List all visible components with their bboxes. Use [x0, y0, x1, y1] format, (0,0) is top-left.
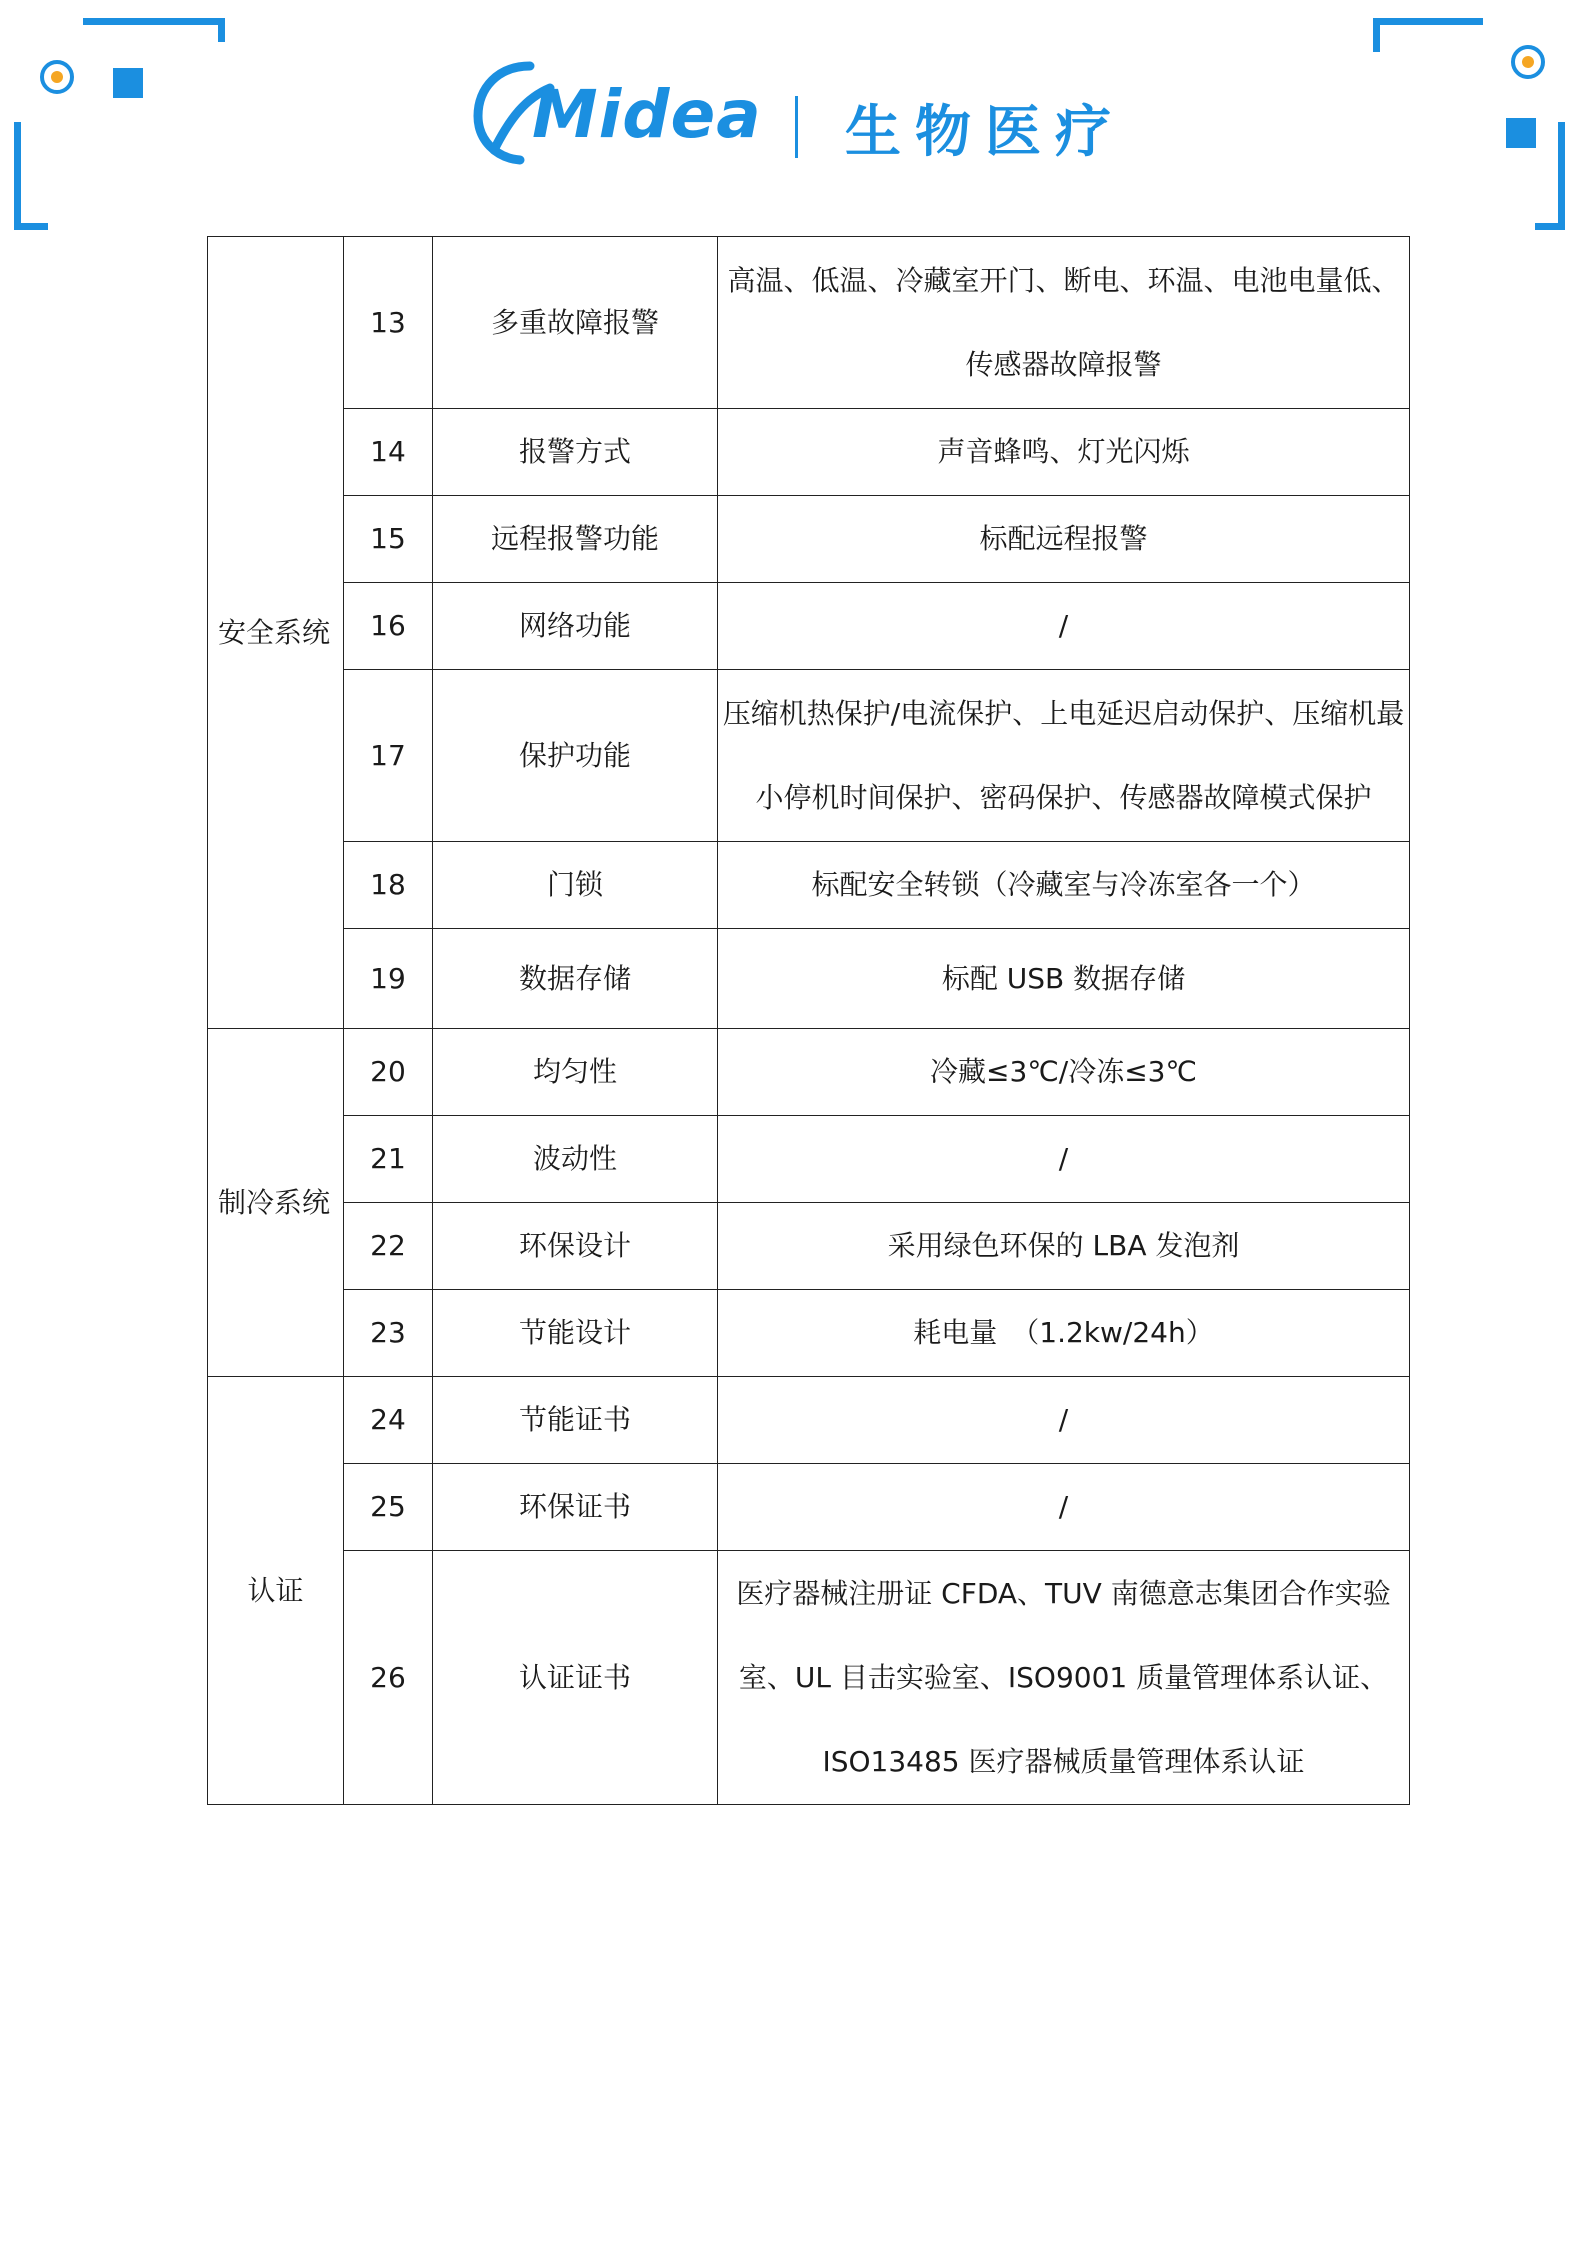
category-cell: 认证	[208, 1377, 344, 1805]
table-row	[208, 1029, 1410, 1116]
item-value: 标配安全转锁（冷藏室与冷冻室各一个）	[718, 842, 1410, 929]
item-value: 声音蜂鸣、灯光闪烁	[718, 409, 1410, 496]
table-row	[208, 409, 1410, 496]
row-number: 18	[344, 842, 433, 929]
row-number: 16	[344, 583, 433, 670]
item-name: 远程报警功能	[433, 496, 718, 583]
table-row	[208, 496, 1410, 583]
item-name: 均匀性	[433, 1029, 718, 1116]
item-value: /	[718, 1377, 1410, 1464]
table-row	[208, 842, 1410, 929]
table-row	[208, 237, 1410, 409]
category-cell: 安全系统	[208, 237, 344, 1029]
item-value: 高温、低温、冷藏室开门、断电、环温、电池电量低、传感器故障报警	[718, 237, 1410, 409]
table-row	[208, 1377, 1410, 1464]
item-name: 波动性	[433, 1116, 718, 1203]
item-name: 门锁	[433, 842, 718, 929]
item-value: 压缩机热保护/电流保护、上电延迟启动保护、压缩机最小停机时间保护、密码保护、传感器故障模式保护	[718, 670, 1410, 842]
item-name: 保护功能	[433, 670, 718, 842]
row-number: 23	[344, 1290, 433, 1377]
row-number: 24	[344, 1377, 433, 1464]
item-name: 节能证书	[433, 1377, 718, 1464]
row-number: 13	[344, 237, 433, 409]
brand-header	[470, 58, 1130, 168]
row-number: 17	[344, 670, 433, 842]
row-number: 19	[344, 929, 433, 1029]
row-number: 26	[344, 1551, 433, 1805]
table-row	[208, 670, 1410, 842]
brand-latin: Midea	[532, 76, 762, 153]
item-name: 网络功能	[433, 583, 718, 670]
row-number: 15	[344, 496, 433, 583]
logo-divider	[795, 96, 798, 158]
item-value: 采用绿色环保的 LBA 发泡剂	[718, 1203, 1410, 1290]
item-value: 耗电量 （1.2kw/24h）	[718, 1290, 1410, 1377]
table-row	[208, 1290, 1410, 1377]
square-icon	[1506, 118, 1536, 148]
item-name: 数据存储	[433, 929, 718, 1029]
table-row	[208, 1551, 1410, 1805]
row-number: 14	[344, 409, 433, 496]
item-name: 多重故障报警	[433, 237, 718, 409]
item-value: /	[718, 583, 1410, 670]
ring-dot-icon	[40, 60, 74, 94]
item-value: 标配远程报警	[718, 496, 1410, 583]
table-row	[208, 1203, 1410, 1290]
brand-cn: 生物医疗	[845, 100, 1125, 165]
ring-dot-icon	[1511, 45, 1545, 79]
square-icon	[113, 68, 143, 98]
row-number: 21	[344, 1116, 433, 1203]
table-row	[208, 1464, 1410, 1551]
row-number: 25	[344, 1464, 433, 1551]
row-number: 20	[344, 1029, 433, 1116]
item-name: 环保设计	[433, 1203, 718, 1290]
row-number: 22	[344, 1203, 433, 1290]
table-row	[208, 929, 1410, 1029]
item-name: 节能设计	[433, 1290, 718, 1377]
category-cell: 制冷系统	[208, 1029, 344, 1377]
item-value: /	[718, 1464, 1410, 1551]
item-value: /	[718, 1116, 1410, 1203]
item-name: 认证证书	[433, 1551, 718, 1805]
item-name: 环保证书	[433, 1464, 718, 1551]
table-row	[208, 583, 1410, 670]
table-row	[208, 1116, 1410, 1203]
spec-table	[207, 236, 1410, 1805]
item-value: 冷藏≤3℃/冷冻≤3℃	[718, 1029, 1410, 1116]
item-value: 标配 USB 数据存储	[718, 929, 1410, 1029]
item-name: 报警方式	[433, 409, 718, 496]
item-value: 医疗器械注册证 CFDA、TUV 南德意志集团合作实验室、UL 目击实验室、ISO9001 质量管理体系认证、ISO13485 医疗器械质量管理体系认证	[718, 1551, 1410, 1805]
